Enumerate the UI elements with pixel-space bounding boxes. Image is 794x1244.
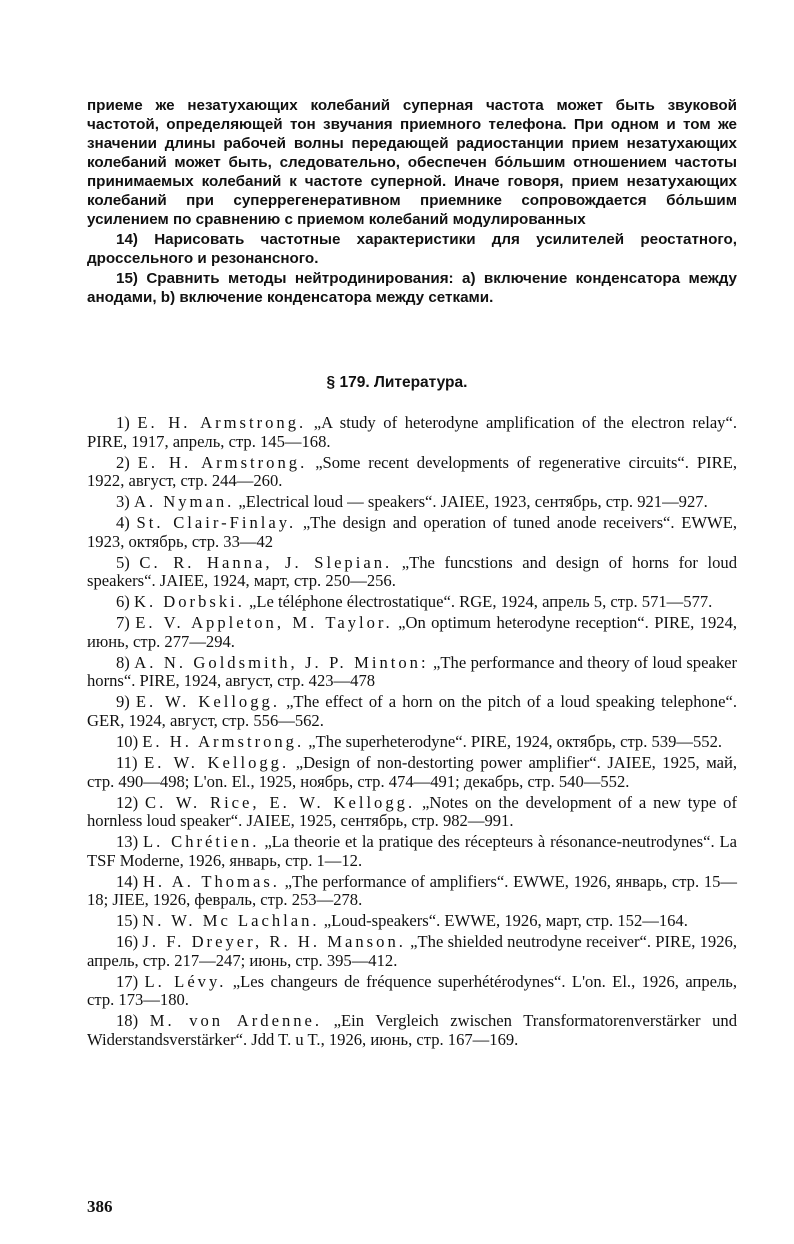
reference-item [87, 654, 737, 691]
reference-text: „On optimum heterodyne reception“. PIRE, 1924, июнь, стр. 277—294. [87, 613, 738, 651]
reference-number: 17) [116, 971, 139, 991]
reference-item [87, 554, 737, 591]
reference-author: K. Dorbski. [133, 592, 245, 612]
reference-text: „The superheterodyne“. PIRE, 1924, октябрь, стр. 539—552. [308, 732, 723, 752]
reference-text: „Loud-speakers“. EWWE, 1926, март, стр. 152—164. [323, 911, 688, 931]
reference-author: E. W. Kellogg. [144, 753, 290, 772]
reference-text: „Some recent developments of regenerative circuits“. PIRE, 1922, август, стр. 244—260. [87, 452, 737, 491]
reference-item [87, 794, 737, 831]
reference-number: 11) [116, 753, 138, 772]
reference-text: „La theorie et la pratique des récepteurs à résonance-neutrodynes“. La TSF Moderne, 1926, январь, стр. 1—12. [87, 832, 737, 870]
reference-number: 13) [116, 832, 139, 852]
reference-item [87, 493, 737, 512]
reference-list [87, 414, 737, 1052]
question-14: 14) Нарисовать частотные характеристики для усилителей реостатного, дроссельного и резонансного. [87, 231, 737, 267]
reference-number: 9) [116, 692, 130, 712]
reference-author: H. A. Thomas. [142, 871, 280, 891]
reference-author: St. Clair-Finlay. [136, 513, 297, 533]
reference-item [87, 733, 737, 752]
reference-text: „Electrical loud — speakers“. JAIEE, 1923, сентябрь, стр. 921—927. [238, 492, 708, 512]
reference-author: J. F. Dreyer, R. H. Manson. [142, 932, 406, 952]
reference-item [87, 593, 737, 612]
reference-author: A. Nyman. [133, 492, 235, 512]
reference-author: L. Chrétien. [143, 832, 260, 852]
reference-item [87, 933, 737, 970]
reference-number: 6) [116, 592, 130, 612]
question-15: 15) Сравнить методы нейтродинирования: a) включение конденсатора между анодами, b) включение конденсатора между сетками. [87, 270, 737, 306]
reference-number: 15) [116, 911, 139, 931]
reference-text: „The funcstions and design of horns for loud speakers“. JAIEE, 1924, март, стр. 250—256. [87, 552, 738, 591]
reference-item [87, 912, 737, 931]
reference-author: C. W. Rice, E. W. Kellogg. [145, 792, 416, 812]
reference-author: E. H. Armstrong. [142, 732, 305, 752]
reference-number: 7) [116, 613, 130, 633]
reference-text: „Ein Vergleich zwischen Transformatorenverstärker und Widerstandsverstärker“. Jdd T. u T., 1926, июнь, стр. 167—169. [87, 1011, 737, 1050]
reference-item [87, 414, 737, 451]
reference-item [87, 973, 737, 1010]
reference-number: 18) [116, 1011, 139, 1031]
reference-number: 4) [116, 513, 130, 533]
continued-paragraph: приеме же незатухающих колебаний суперная частота может быть звуковой частотой, определяющей тон звучания приемного телефона. При одном и том же значении длины рабочей волны передающей радиостанции прием незатухающих колебаний может быть, следовательно, обеспечен бо́льшим отношением частоты принимаемых колебаний к частоте суперной. Иначе говоря, прием незатухающих колебаний при суперрегенеративном приемнике сопровождается бо́льшим усилением по сравнению с приемом колебаний модулированных [87, 97, 737, 228]
reference-text: „Design of non-destorting power amplifier“. JAIEE, 1925, май, стр. 490—498; L'on. El., 1925, ноябрь, стр. 474—491; декабрь, стр. 540—552. [87, 753, 737, 791]
reference-author: L. Lévy. [144, 971, 227, 991]
reference-number: 2) [116, 452, 130, 472]
reference-item [87, 754, 737, 791]
reference-number: 10) [116, 732, 139, 752]
reference-text: „A study of heterodyne amplification of the electron relay“. PIRE, 1917, апрель, стр. 145—168. [87, 413, 737, 451]
reference-number: 8) [116, 652, 130, 672]
reference-item [87, 833, 737, 870]
reference-text: „Les changeurs de fréquence superhétérodynes“. L'on. El., 1926, апрель, стр. 173—180. [87, 971, 738, 1010]
reference-item [87, 693, 737, 730]
reference-text: „The design and operation of tuned anode receivers“. EWWE, 1923, октябрь, стр. 33—42 [87, 513, 737, 551]
reference-author: E. V. Appleton, M. Taylor. [135, 613, 393, 633]
reference-author: M. von Ardenne. [149, 1011, 323, 1031]
reference-text: „Le téléphone électrostatique“. RGE, 1924, апрель 5, стр. 571—577. [249, 592, 713, 612]
reference-text: „The performance and theory of loud speaker horns“. PIRE, 1924, август, стр. 423—478 [87, 652, 738, 691]
page-number: 386 [87, 1197, 113, 1216]
reference-item [87, 1012, 737, 1049]
reference-author: E. W. Kellogg. [135, 692, 280, 712]
reference-item [87, 454, 737, 491]
reference-text: „Notes on the development of a new type of hornless loud speaker“. JAIEE, 1925, сентябрь, стр. 982—991. [87, 792, 737, 831]
reference-number: 3) [116, 492, 130, 512]
reference-author: A. N. Goldsmith, J. P. Minton: [134, 652, 429, 672]
reference-number: 16) [116, 932, 139, 952]
reference-text: „The effect of a horn on the pitch of a loud speaking telephone“. GER, 1924, август, стр. 556—562. [87, 692, 737, 731]
reference-item [87, 873, 737, 910]
reference-number: 1) [116, 413, 130, 432]
reference-item [87, 614, 737, 651]
reference-author: E. H. Armstrong. [137, 413, 307, 432]
reference-number: 12) [116, 792, 139, 812]
reference-author: E. H. Armstrong. [137, 452, 308, 472]
reference-number: 14) [116, 871, 139, 891]
reference-author: C. R. Hanna, J. Slepian. [139, 552, 393, 572]
reference-text: „The performance of amplifiers“. EWWE, 1926, январь, стр. 15—18; JIEE, 1926, февраль, стр. 253—278. [87, 871, 738, 910]
top-text-block [87, 96, 737, 307]
section-heading: § 179. Литература. [326, 374, 468, 391]
reference-author: N. W. Mc Lachlan. [142, 911, 320, 931]
reference-item [87, 514, 737, 551]
reference-text: „The shielded neutrodyne receiver“. PIRE, 1926, апрель, стр. 217—247; июнь, стр. 395—412. [87, 932, 737, 970]
reference-number: 5) [116, 552, 130, 572]
